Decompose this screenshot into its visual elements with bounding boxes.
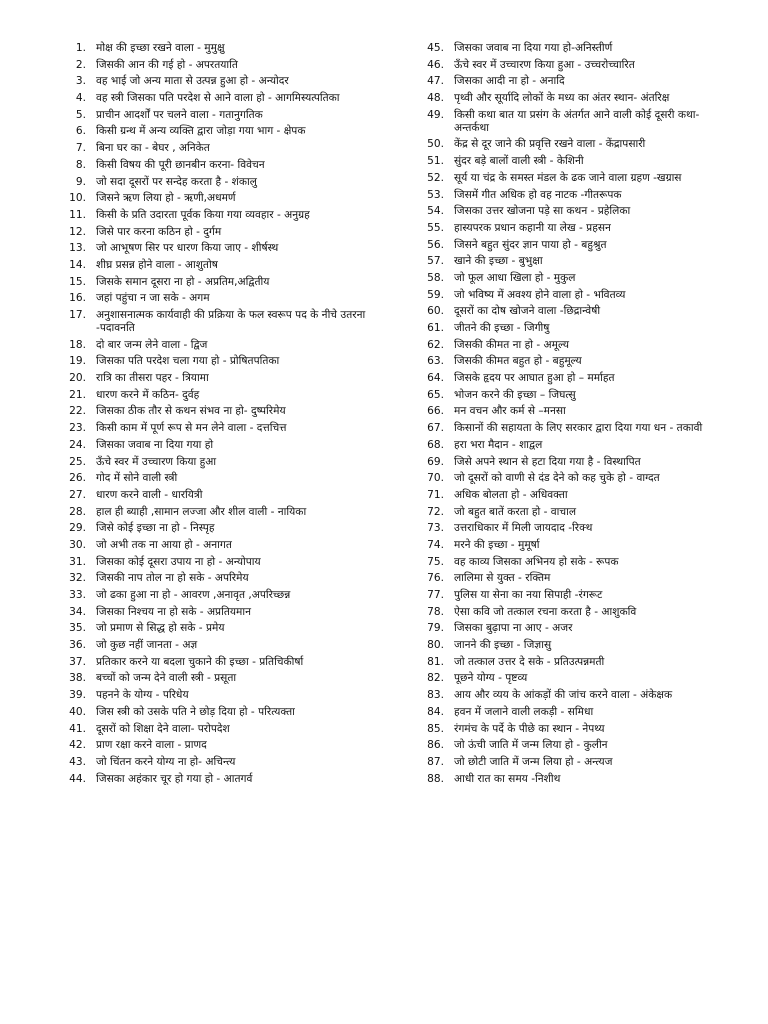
item-text: जिसका पति परदेश चला गया हो - प्रोषितपतिका	[96, 355, 280, 368]
list-item	[418, 289, 730, 302]
list-item	[418, 522, 730, 535]
item-number: 12.	[69, 225, 86, 238]
item-number: 71.	[427, 488, 444, 501]
item-text: जिसका ठीक तौर से कथन संभव ना हो- दुष्परिमेय	[96, 405, 286, 418]
item-number: 36.	[69, 639, 86, 652]
list-item	[60, 756, 378, 769]
list-item	[60, 292, 378, 305]
list-item	[60, 276, 378, 289]
item-number: 35.	[69, 622, 86, 635]
item-number: 7.	[75, 142, 86, 155]
item-text: जिस स्त्री को उसके पति ने छोड़ दिया हो - परित्यक्ता	[96, 705, 295, 718]
item-number: 73.	[427, 522, 444, 535]
item-number: 44.	[69, 772, 86, 785]
item-number: 54.	[427, 205, 444, 218]
item-text: जो भविष्य में अवश्य होने वाला हो - भवितव्य	[454, 288, 626, 301]
item-text: खाने की इच्छा - बुभुक्षा	[454, 255, 543, 268]
item-number: 16.	[69, 292, 86, 305]
list-item	[60, 506, 378, 519]
item-number: 21.	[69, 388, 86, 401]
item-number: 13.	[69, 242, 86, 255]
item-text: जो तत्काल उत्तर दे सके - प्रतिउत्पन्नमती	[454, 655, 605, 668]
item-text: जिसका उत्तर खोजना पड़े सा कथन - प्रहेलिका	[454, 205, 631, 218]
item-text: उत्तराधिकार में मिली जायदाद -रिक्थ	[454, 522, 593, 535]
list-item	[418, 239, 730, 252]
item-text: हास्यपरक प्रधान कहानी या लेख - प्रहसन	[454, 221, 611, 234]
item-text: जो दूसरों को वाणी से दंड देने को कह चुके हो - वाग्दत	[454, 472, 660, 485]
item-number: 68.	[427, 438, 444, 451]
item-number: 20.	[69, 372, 86, 385]
item-text: जो सदा दूसरों पर सन्देह करता है - शंकालु	[96, 175, 257, 188]
item-number: 4.	[75, 92, 86, 105]
list-item	[418, 556, 730, 569]
list-item	[418, 59, 730, 72]
list-item	[60, 672, 378, 685]
item-text: केंद्र से दूर जाने की प्रवृत्ति रखने वाला - केंद्रापसारी	[454, 138, 646, 151]
item-number: 87.	[427, 755, 444, 768]
item-number: 74.	[427, 538, 444, 551]
left-column	[60, 42, 378, 789]
list-item	[60, 192, 378, 205]
list-item	[60, 59, 378, 72]
list-item	[60, 639, 378, 652]
item-text: जिसका आदी ना हो - अनादि	[454, 75, 565, 88]
item-number: 78.	[427, 605, 444, 618]
item-number: 8.	[75, 158, 86, 171]
item-number: 61.	[427, 322, 444, 334]
list-item	[60, 259, 378, 272]
item-text: जो प्रमाण से सिद्ध हो सके - प्रमेय	[96, 622, 225, 635]
list-item	[60, 522, 378, 535]
item-number: 50.	[427, 138, 444, 151]
list-item	[60, 372, 378, 385]
item-text: ऊँचे स्वर में उच्चारण किया हुआ	[96, 455, 217, 468]
item-text: जानने की इच्छा - जिज्ञासु	[454, 639, 552, 652]
item-text: अधिक बोलता हो - अधिवक्ता	[454, 488, 568, 501]
list-item	[418, 339, 730, 352]
list-item	[60, 723, 378, 736]
item-text: मन वचन और कर्म से –मनसा	[454, 405, 566, 418]
list-item	[418, 92, 730, 105]
item-text: जिसकी आन की गई हो - अपरतयाति	[96, 58, 238, 71]
item-text: जो ऊंची जाति में जन्म लिया हो - कुलीन	[454, 739, 608, 752]
item-text: किसी के प्रति उदारता पूर्वक किया गया व्यवहार - अनुग्रह	[96, 208, 310, 221]
item-number: 83.	[427, 689, 444, 702]
item-number: 70.	[427, 472, 444, 485]
list-item	[60, 572, 378, 585]
item-text: मरने की इच्छा - मुमूर्षा	[454, 538, 540, 551]
item-text: दूसरों का दोष खोजने वाला -छिद्रान्वेषी	[454, 305, 601, 318]
item-text: हरा भरा मैदान - शाद्वल	[454, 438, 543, 451]
item-number: 65.	[427, 388, 444, 401]
item-number: 46.	[427, 58, 444, 71]
item-text: जिसे कोई इच्छा ना हो - निस्पृह	[96, 522, 215, 535]
item-number: 49.	[427, 108, 444, 121]
item-number: 67.	[427, 422, 444, 435]
list-item	[418, 109, 730, 135]
item-text: जहां पहुंचा न जा सके - अगम	[96, 292, 210, 305]
list-item	[418, 506, 730, 519]
list-item	[418, 706, 730, 719]
item-number: 64.	[427, 372, 444, 385]
item-text: जिसका जवाब ना दिया गया हो	[96, 438, 214, 451]
list-item	[418, 189, 730, 202]
item-text: जिसमें गीत अधिक हो वह नाटक -गीतरूपक	[454, 188, 622, 201]
item-text: अनुशासनात्मक कार्यवाही की प्रक्रिया के फल स्वरूप पद के नीचे उतरना -पदावनति	[96, 309, 366, 334]
item-text: हवन में जलाने वाली लकड़ी - समिधा	[454, 705, 594, 718]
item-number: 77.	[427, 589, 444, 601]
item-text: जिसे अपने स्थान से हटा दिया गया है - विस्थापित	[454, 455, 641, 468]
list-item	[60, 389, 378, 402]
word-list-right	[418, 42, 730, 786]
item-text: जिसकी नाप तोल ना हो सके - अपरिमेय	[96, 572, 249, 585]
list-item	[418, 739, 730, 752]
list-item	[418, 773, 730, 786]
list-item	[60, 656, 378, 669]
item-text: जो अभी तक ना आया हो - अनागत	[96, 538, 232, 551]
item-number: 30.	[69, 538, 86, 551]
item-text: जिसका अहंकार चूर हो गया हो - आतगर्व	[96, 772, 253, 785]
item-text: हाल ही ब्याही ,सामान लज्जा और शील वाली - नायिका	[96, 505, 307, 518]
list-item	[60, 339, 378, 352]
list-item	[60, 125, 378, 138]
item-text: जो फूल आधा खिला हो - मुकुल	[454, 271, 576, 284]
item-number: 79.	[427, 622, 444, 635]
list-item	[418, 539, 730, 552]
item-number: 57.	[427, 255, 444, 268]
item-text: किसानों की सहायता के लिए सरकार द्वारा दिया गया धन - तकावी	[454, 422, 703, 435]
list-item	[60, 142, 378, 155]
list-item	[418, 622, 730, 635]
item-number: 76.	[427, 572, 444, 585]
item-number: 56.	[427, 238, 444, 251]
item-number: 86.	[427, 739, 444, 752]
item-number: 17.	[69, 309, 86, 321]
list-item	[418, 255, 730, 268]
item-text: प्राचीन आदर्शों पर चलने वाला - गतानुगतिक	[96, 108, 263, 121]
list-item	[418, 472, 730, 485]
item-number: 40.	[69, 705, 86, 718]
list-item	[60, 242, 378, 255]
item-text: जीतने की इच्छा - जिगीषु	[454, 322, 550, 334]
item-text: दो बार जन्म लेने वाला - द्विज	[96, 338, 208, 351]
item-number: 69.	[427, 455, 444, 468]
item-number: 41.	[69, 722, 86, 735]
item-text: जो आभूषण सिर पर धारण किया जाए - शीर्षस्थ	[96, 242, 279, 255]
list-item	[418, 75, 730, 88]
item-text: जो चिंतन करने योग्य ना हो- अचिन्त्य	[96, 755, 236, 768]
item-number: 63.	[427, 355, 444, 368]
item-number: 2.	[75, 58, 86, 71]
item-text: गोद में सोने वाली स्त्री	[96, 472, 178, 485]
list-item	[60, 439, 378, 452]
item-number: 25.	[69, 455, 86, 468]
item-text: जिसका निश्चय ना हो सके - अप्रतियमान	[96, 605, 251, 618]
list-item	[418, 656, 730, 669]
item-text: जिसका कोई दूसरा उपाय ना हो - अन्योपाय	[96, 555, 261, 568]
list-item	[60, 622, 378, 635]
list-item	[60, 706, 378, 719]
item-number: 81.	[427, 655, 444, 668]
list-item	[418, 222, 730, 235]
list-item	[418, 405, 730, 418]
item-number: 82.	[427, 672, 444, 685]
list-item	[418, 305, 730, 318]
item-text: जिसका बुढ़ापा ना आए - अजर	[454, 622, 573, 635]
item-text: ऊँचे स्वर में उच्चारण किया हुआ - उच्चरोच्चारित	[454, 58, 635, 71]
item-number: 19.	[69, 355, 86, 368]
item-number: 6.	[75, 125, 86, 138]
right-column	[418, 42, 730, 789]
item-number: 88.	[427, 772, 444, 785]
item-text: सुंदर बड़े बालों वाली स्त्री - केशिनी	[454, 155, 584, 168]
list-item	[418, 756, 730, 769]
item-number: 53.	[427, 188, 444, 201]
item-text: जिसकी कीमत बहुत हो - बहुमूल्य	[454, 355, 582, 368]
list-item	[418, 439, 730, 452]
list-item	[418, 723, 730, 736]
item-number: 52.	[427, 171, 444, 184]
list-item	[418, 489, 730, 502]
item-number: 15.	[69, 275, 86, 288]
item-text: जिसकी कीमत ना हो - अमूल्य	[454, 338, 569, 351]
list-item	[60, 42, 378, 55]
list-item	[418, 172, 730, 185]
item-number: 33.	[69, 589, 86, 601]
item-text: जो कुछ नहीं जानता - अज्ञ	[96, 639, 198, 652]
item-number: 39.	[69, 689, 86, 702]
item-number: 51.	[427, 155, 444, 168]
item-text: बिना घर का - बेघर , अनिकेत	[96, 142, 210, 155]
item-number: 22.	[69, 405, 86, 418]
item-text: वह स्त्री जिसका पति परदेश से आने वाला हो - आगमिस्यत्पतिका	[96, 92, 340, 105]
item-number: 62.	[427, 338, 444, 351]
word-list-left	[60, 42, 378, 786]
list-item	[418, 639, 730, 652]
item-number: 58.	[427, 271, 444, 284]
item-text: लालिमा से युक्त - रक्तिम	[454, 572, 551, 585]
list-item	[60, 456, 378, 469]
item-number: 29.	[69, 522, 86, 535]
list-item	[418, 42, 730, 55]
list-item	[60, 539, 378, 552]
item-number: 43.	[69, 755, 86, 768]
item-number: 5.	[75, 108, 86, 121]
list-item	[418, 372, 730, 385]
item-text: आधी रात का समय -निशीथ	[454, 772, 561, 785]
list-item	[60, 489, 378, 502]
list-item	[418, 606, 730, 619]
item-number: 37.	[69, 655, 86, 668]
item-text: पुलिस या सेना का नया सिपाही -रंगरूट	[454, 589, 603, 601]
item-number: 42.	[69, 739, 86, 752]
item-text: पूछने योग्य - पृष्टव्य	[454, 672, 528, 685]
list-item	[418, 155, 730, 168]
item-number: 18.	[69, 338, 86, 351]
item-number: 66.	[427, 405, 444, 418]
item-text: जो छोटी जाति में जन्म लिया हो - अन्त्यज	[454, 755, 613, 768]
item-number: 27.	[69, 488, 86, 501]
item-text: भोजन करने की इच्छा – जिघत्सु	[454, 388, 576, 401]
item-number: 60.	[427, 305, 444, 318]
item-text: प्रतिकार करने या बदला चुकाने की इच्छा - प्रतिचिकीर्षा	[96, 655, 304, 668]
list-item	[418, 355, 730, 368]
item-text: रंगमंच के पर्दे के पीछे का स्थान - नेपथ्य	[454, 722, 605, 735]
item-text: किसी ग्रन्थ में अन्य व्यक्ति द्वारा जोड़ा गया भाग - क्षेपक	[96, 125, 306, 138]
item-text: जिसने बहुत सुंदर ज्ञान पाया हो - बहुश्रुत	[454, 238, 607, 251]
item-text: आय और व्यय के आंकड़ों की जांच करने वाला - अंकेक्षक	[454, 689, 673, 702]
item-text: जिसका जवाब ना दिया गया हो-अनिस्तीर्ण	[454, 42, 613, 54]
item-text: रात्रि का तीसरा पहर - त्रियामा	[96, 372, 209, 385]
list-item	[60, 405, 378, 418]
item-text: जो ढका हुआ ना हो - आवरण ,अनावृत ,अपरिच्छन्न	[96, 589, 291, 601]
list-item	[418, 572, 730, 585]
item-text: धारण करने में कठिन- दुर्वह	[96, 388, 200, 401]
item-number: 38.	[69, 672, 86, 685]
list-item	[418, 689, 730, 702]
item-text: वह काव्य जिसका अभिनय हो सके - रूपक	[454, 555, 619, 568]
item-text: जिसके हृदय पर आघात हुआ हो – मर्माहत	[454, 372, 615, 385]
item-number: 24.	[69, 438, 86, 451]
list-item	[60, 75, 378, 88]
list-item	[60, 159, 378, 172]
list-item	[60, 176, 378, 189]
item-number: 85.	[427, 722, 444, 735]
item-text: जिसने ऋण लिया हो - ऋणी,अधमर्ण	[96, 192, 236, 205]
item-number: 11.	[69, 208, 86, 221]
item-text: ऐसा कवि जो तत्काल रचना करता है - आशुकवि	[454, 605, 637, 618]
item-text: सूर्य या चंद्र के समस्त मंडल के ढक जाने वाला ग्रहण -खग्रास	[454, 171, 682, 184]
item-text: किसी कथा बात या प्रसंग के अंतर्गत आने वाली कोई दूसरी कथा-अन्तर्कथा	[454, 108, 700, 134]
list-item	[60, 355, 378, 368]
item-number: 32.	[69, 572, 86, 585]
item-text: जो बहुत बातें करता हो - वाचाल	[454, 505, 577, 518]
list-item	[60, 739, 378, 752]
list-item	[418, 422, 730, 435]
item-number: 9.	[75, 175, 86, 188]
item-text: प्राण रक्षा करने वाला - प्राणद	[96, 739, 207, 752]
list-item	[60, 689, 378, 702]
list-item	[418, 272, 730, 285]
list-item	[60, 309, 378, 335]
item-number: 23.	[69, 422, 86, 435]
list-item	[60, 606, 378, 619]
item-number: 55.	[427, 221, 444, 234]
item-text: मोक्ष की इच्छा रखने वाला - मुमुक्षु	[96, 42, 225, 54]
item-number: 45.	[427, 42, 444, 54]
list-item	[418, 589, 730, 602]
item-number: 3.	[75, 75, 86, 88]
item-text: शीघ्र प्रसन्न होने वाला - आशुतोष	[96, 258, 218, 271]
item-text: किसी विषय की पूरी छानबीन करना- विवेचन	[96, 158, 265, 171]
list-item	[60, 209, 378, 222]
list-item	[418, 205, 730, 218]
list-item	[60, 556, 378, 569]
item-number: 28.	[69, 505, 86, 518]
item-number: 26.	[69, 472, 86, 485]
list-item	[418, 456, 730, 469]
list-item	[60, 472, 378, 485]
list-item	[60, 92, 378, 105]
item-text: पहनने के योग्य - परिधेय	[96, 689, 189, 702]
item-number: 84.	[427, 705, 444, 718]
list-item	[60, 109, 378, 122]
list-item	[60, 773, 378, 786]
list-item	[60, 589, 378, 602]
item-number: 31.	[69, 555, 86, 568]
list-item	[418, 322, 730, 335]
item-number: 48.	[427, 92, 444, 105]
list-item	[60, 422, 378, 435]
item-number: 80.	[427, 639, 444, 652]
item-number: 1.	[75, 42, 86, 54]
item-text: बच्चों को जन्म देने वाली स्त्री - प्रसूता	[96, 672, 237, 685]
item-number: 72.	[427, 505, 444, 518]
item-number: 47.	[427, 75, 444, 88]
item-number: 14.	[69, 258, 86, 271]
item-number: 34.	[69, 605, 86, 618]
list-item	[418, 389, 730, 402]
item-number: 75.	[427, 555, 444, 568]
item-number: 10.	[69, 192, 86, 205]
list-item	[418, 138, 730, 151]
item-text: किसी काम में पूर्ण रूप से मन लेने वाला - दत्तचित्त	[96, 422, 287, 435]
item-text: पृथ्वी और सूर्यादि लोकों के मध्य का अंतर स्थान- अंतरिक्ष	[454, 92, 670, 105]
item-text: दूसरों को शिक्षा देने वाला- परोपदेश	[96, 722, 230, 735]
item-text: जिसके समान दूसरा ना हो - अप्रतिम,अद्वितीय	[96, 275, 270, 288]
item-text: वह भाई जो अन्य माता से उत्पन्न हुआ हो - अन्योदर	[96, 75, 289, 88]
item-text: जिसे पार करना कठिन हो - दुर्गम	[96, 225, 222, 238]
item-number: 59.	[427, 288, 444, 301]
list-item	[418, 672, 730, 685]
list-item	[60, 226, 378, 239]
item-text: धारण करने वाली - धारयित्री	[96, 488, 203, 501]
